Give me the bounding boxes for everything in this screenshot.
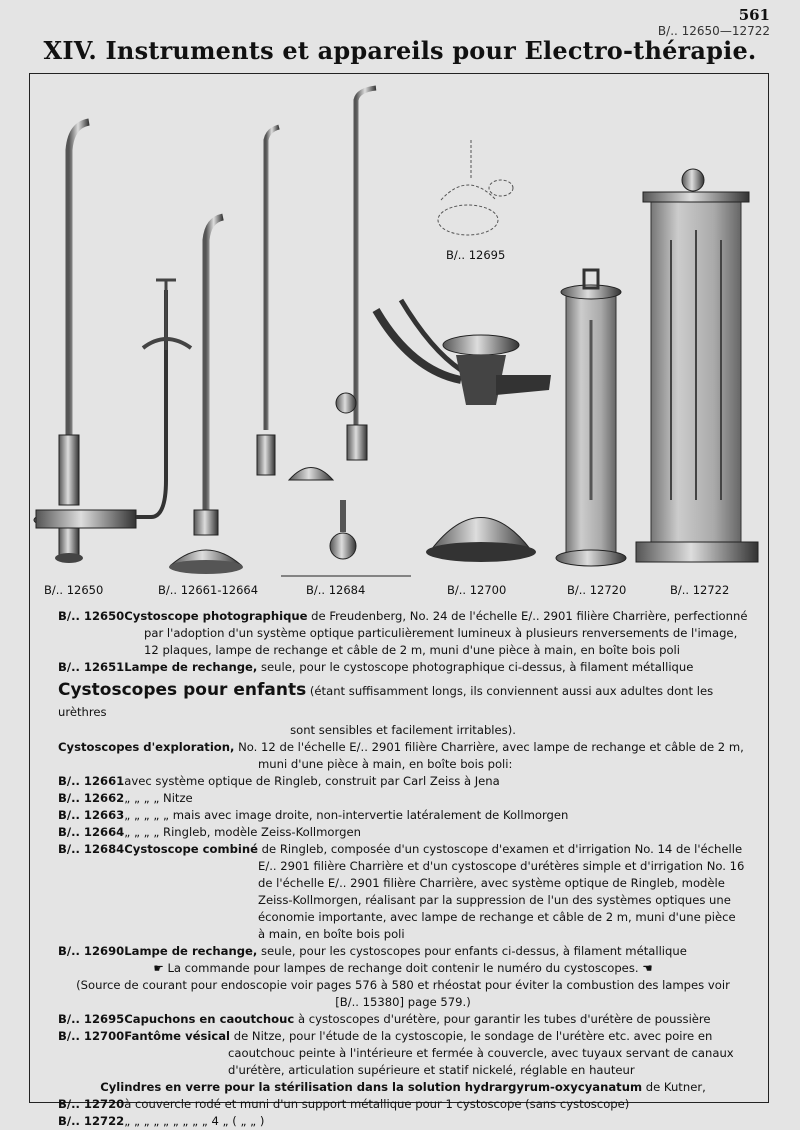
entry-12684-cont-1: de l'échelle E/.. 2901 filière Charrière, avec système optique de Ringleb, modèle (258, 876, 725, 890)
caption-12722: B/.. 12722 (670, 583, 730, 597)
section-heading-cont: sont sensibles et facilement irritables). (290, 723, 516, 737)
entry-12662: B/.. 12662 „ „ „ „ Nitze (58, 791, 193, 805)
cylindre-1-figure (556, 270, 626, 566)
entry-12690: B/.. 12690 Lampe de rechange, seule, pour les cystoscopes pour enfants ci-dessus, à filament métallique (58, 944, 687, 958)
page-number: 561 (738, 6, 770, 24)
instrument-engravings (31, 80, 767, 600)
caption-12695: B/.. 12695 (446, 248, 506, 262)
page-title: XIV. Instruments et appareils pour Electro-thérapie. (43, 36, 757, 65)
exploration-intro-cont: muni d'une pièce à main, en boîte bois poli: (258, 757, 513, 771)
entry-12650: B/.. 12650 Cystoscope photographique de Freudenberg, No. 24 de l'échelle E/.. 2901 filière Charrière, perfectionné (58, 609, 748, 623)
entry-12684-cont-2: Zeiss-Kollmorgen, réalisant par la suppression de l'un des systèmes optiques une (258, 893, 731, 907)
note-source: (Source de courant pour endoscopie voir pages 576 à 580 et rhéostat pour éviter la combustion des lampes voir (76, 978, 730, 992)
caption-12684: B/.. 12684 (306, 583, 366, 597)
exploration-intro: Cystoscopes d'exploration, No. 12 de l'échelle E/.. 2901 filière Charrière, avec lampe de rechange et câble de 2 m, (58, 740, 744, 754)
note-source-cont: [B/.. 15380] page 579.) (335, 995, 471, 1009)
entry-12684-cont-3: économie importante, avec lampe de rechange et câble de 2 m, muni d'une pièce (258, 910, 736, 924)
catalog-text (58, 608, 748, 1130)
entry-12695: B/.. 12695 Capuchons en caoutchouc à cystoscopes d'urétère, pour garantir les tubes d'urétère de poussière (58, 1012, 711, 1026)
entry-12700-cont-0: caoutchouc peinte à l'intérieure et fermée à couvercle, avec tuyaux servant de canaux (228, 1046, 734, 1060)
illustration-plate (31, 80, 767, 600)
capuchons-figure (438, 140, 513, 235)
entry-12720: B/.. 12720 à couvercle rodé et muni d'un support métallique pour 1 cystoscope (sans cystoscope) (58, 1097, 630, 1111)
entry-12650-cont2: 12 plaques, lampe de rechange et câble de 2 m, muni d'une pièce à main, en boîte bois poli (144, 643, 680, 657)
entry-12722: B/.. 12722 „ „ „ „ „ „ „ „ „ 4 „ ( „ „ ) (58, 1114, 265, 1128)
fantome-vesical-figure (376, 300, 551, 562)
entry-12684-cont-4: à main, en boîte bois poli (258, 927, 405, 941)
caption-12661: B/.. 12661-12664 (158, 583, 259, 597)
entry-12661: B/.. 12661 avec système optique de Ringleb, construit par Carl Zeiss à Jena (58, 774, 500, 788)
pointing-hand-right-icon: ☛ (153, 961, 168, 975)
caption-12650: B/.. 12650 (44, 583, 104, 597)
section-heading: Cystoscopes pour enfants (étant suffisamment longs, ils conviennent aussi aux adultes dont les urèthres (58, 680, 714, 719)
note-lamp-order: ☛ La commande pour lampes de rechange doit contenir le numéro du cystoscopes. ☚ (153, 961, 653, 975)
pointing-hand-left-icon: ☚ (638, 961, 653, 975)
entry-12650-cont: par l'adoption d'un système optique particulièrement lumineux à plusieurs renversements de l'image, (144, 626, 738, 640)
entry-12664: B/.. 12664 „ „ „ „ Ringleb, modèle Zeiss-Kollmorgen (58, 825, 361, 839)
cylinders-heading: Cylindres en verre pour la stérilisation dans la solution hydrargyrum-oxycyanatum de Kutner, (100, 1080, 706, 1094)
entry-12663: B/.. 12663 „ „ „ „ „ mais avec image droite, non-intervertie latéralement de Kollmorgen (58, 808, 569, 822)
cystoscope-combine-figure (251, 500, 411, 576)
ref-range: B/.. 12650—12722 (657, 24, 770, 38)
entry-12684: B/.. 12684 Cystoscope combiné de Ringleb, composée d'un cystoscope d'examen et d'irrigation No. 14 de l'échelle (58, 842, 743, 856)
entry-12700: B/.. 12700 Fantôme vésical de Nitze, pour l'étude de la cystoscopie, le sondage de l'urétère etc. avec poire en (58, 1029, 713, 1043)
caption-12700: B/.. 12700 (447, 583, 507, 597)
entry-12684-cont-0: E/.. 2901 filière Charrière et d'un cystoscope d'urétères simple et d'irrigation No. 16 (258, 859, 745, 873)
cylindre-4-figure (636, 169, 758, 562)
cystoscope-photographique-figure (34, 122, 191, 563)
entry-12700-cont-1: d'urétère, articulation supérieure et statif nickelé, réglable en hauteur (228, 1063, 635, 1077)
caption-12720: B/.. 12720 (567, 583, 627, 597)
entry-12651: B/.. 12651 Lampe de rechange, seule, pour le cystoscope photographique ci-dessus, à filament métallique (58, 660, 694, 674)
